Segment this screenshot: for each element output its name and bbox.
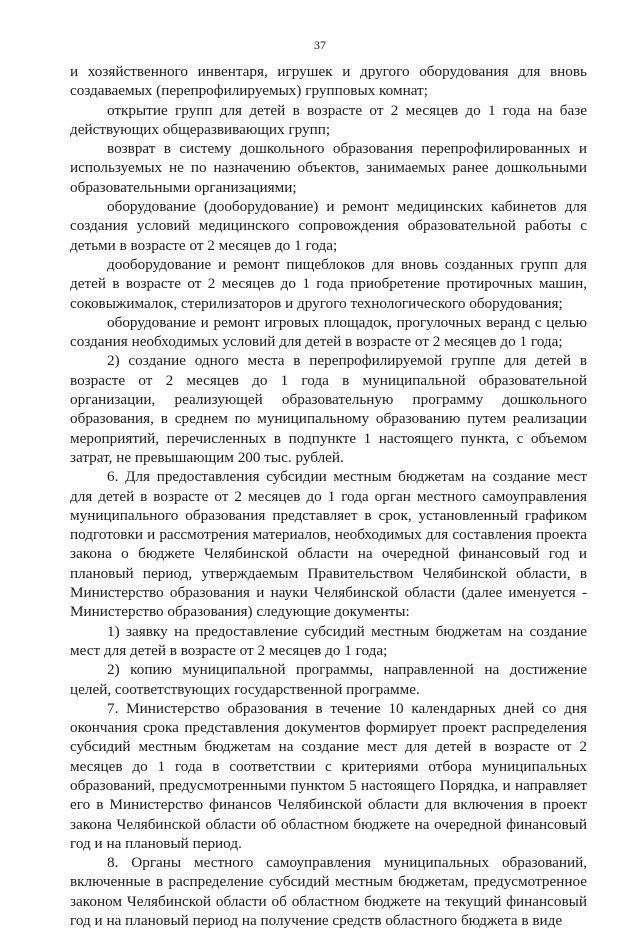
paragraph-section-8: 8. Органы местного самоуправления муниципальных образований, включенные в распределение субсидий местным бюджетам, предусмотренное законом Челябинской области об областном бюджете на текущий финансовый год и на плановый период на получение средств областного бюджета в виде xyxy=(70,854,587,930)
paragraph-food-units: дооборудование и ремонт пищеблоков для вновь созданных групп для детей в возрасте от 2 месяцев до 1 года приобретение протирочных машин, соковыжималок, стерилизаторов и другого технологического оборудования; xyxy=(70,255,587,312)
paragraph-return-objects: возврат в систему дошкольного образования перепрофилированных и используемых не по назначению объектов, занимаемых ранее дошкольными образовательными организациями; xyxy=(70,140,587,196)
paragraph-doc-1-application: 1) заявку на предоставление субсидий местным бюджетам на создание мест для детей в возрасте от 2 месяцев до 1 года; xyxy=(70,622,587,659)
page-number: 37 xyxy=(314,38,326,52)
paragraph-inventory-continued: и хозяйственного инвентаря, игрушек и другого оборудования для вновь создаваемых (перепрофилируемых) групповых комнат; xyxy=(70,63,587,100)
paragraph-playgrounds: оборудование и ремонт игровых площадок, прогулочных веранд с целью создания необходимых условий для детей в возрасте от 2 месяцев до 1 года; xyxy=(70,313,587,351)
paragraph-medical-rooms: оборудование (дооборудование) и ремонт медицинских кабинетов для создания условий медицинского сопровождения образовательной работы с детьми в возрасте от 2 месяцев до 1 года; xyxy=(70,198,587,254)
paragraph-section-6: 6. Для предоставления субсидии местным бюджетам на создание мест для детей в возрасте от 2 месяцев до 1 года орган местного самоуправления муниципального образования представляет в срок, установленный графиком подготовки и рассмотрения материалов, необходимых для составления проекта закона о бюджете Челябинской области на очередной финансовый год и плановый период, утверждаемым Правительством Челябинской области, в Министерство образования и науки Челябинской области (далее именуется - Министерство образования) следующие документы: xyxy=(70,468,587,621)
paragraph-open-groups: открытие групп для детей в возрасте от 2 месяцев до 1 года на базе действующих общеразвивающих групп; xyxy=(70,101,587,138)
document-body xyxy=(70,62,587,930)
paragraph-doc-2-program-copy: 2) копию муниципальной программы, направленной на достижение целей, соответствующих государственной программе. xyxy=(70,661,587,698)
paragraph-item-2-create-place: 2) создание одного места в перепрофилируемой группе для детей в возрасте от 2 месяцев до 1 года в муниципальной образовательной организации, реализующей образовательную программу дошкольного образования, в среднем по муниципальному образованию путем реализации мероприятий, перечисленных в подпункте 1 настоящего пункта, с объемом затрат, не превышающим 200 тыс. рублей. xyxy=(70,352,587,466)
paragraph-section-7: 7. Министерство образования в течение 10 календарных дней со дня окончания срока представления документов формирует проект распределения субсидий местным бюджетам на создание мест для детей в возрасте от 2 месяцев до 1 года в соответствии с критериями отбора муниципальных образований, предусмотренными пунктом 5 настоящего Порядка, и направляет его в Министерство финансов Челябинской области для включения в проект закона Челябинской области об областном бюджете на очередной финансовый год и на плановый период. xyxy=(70,699,587,852)
